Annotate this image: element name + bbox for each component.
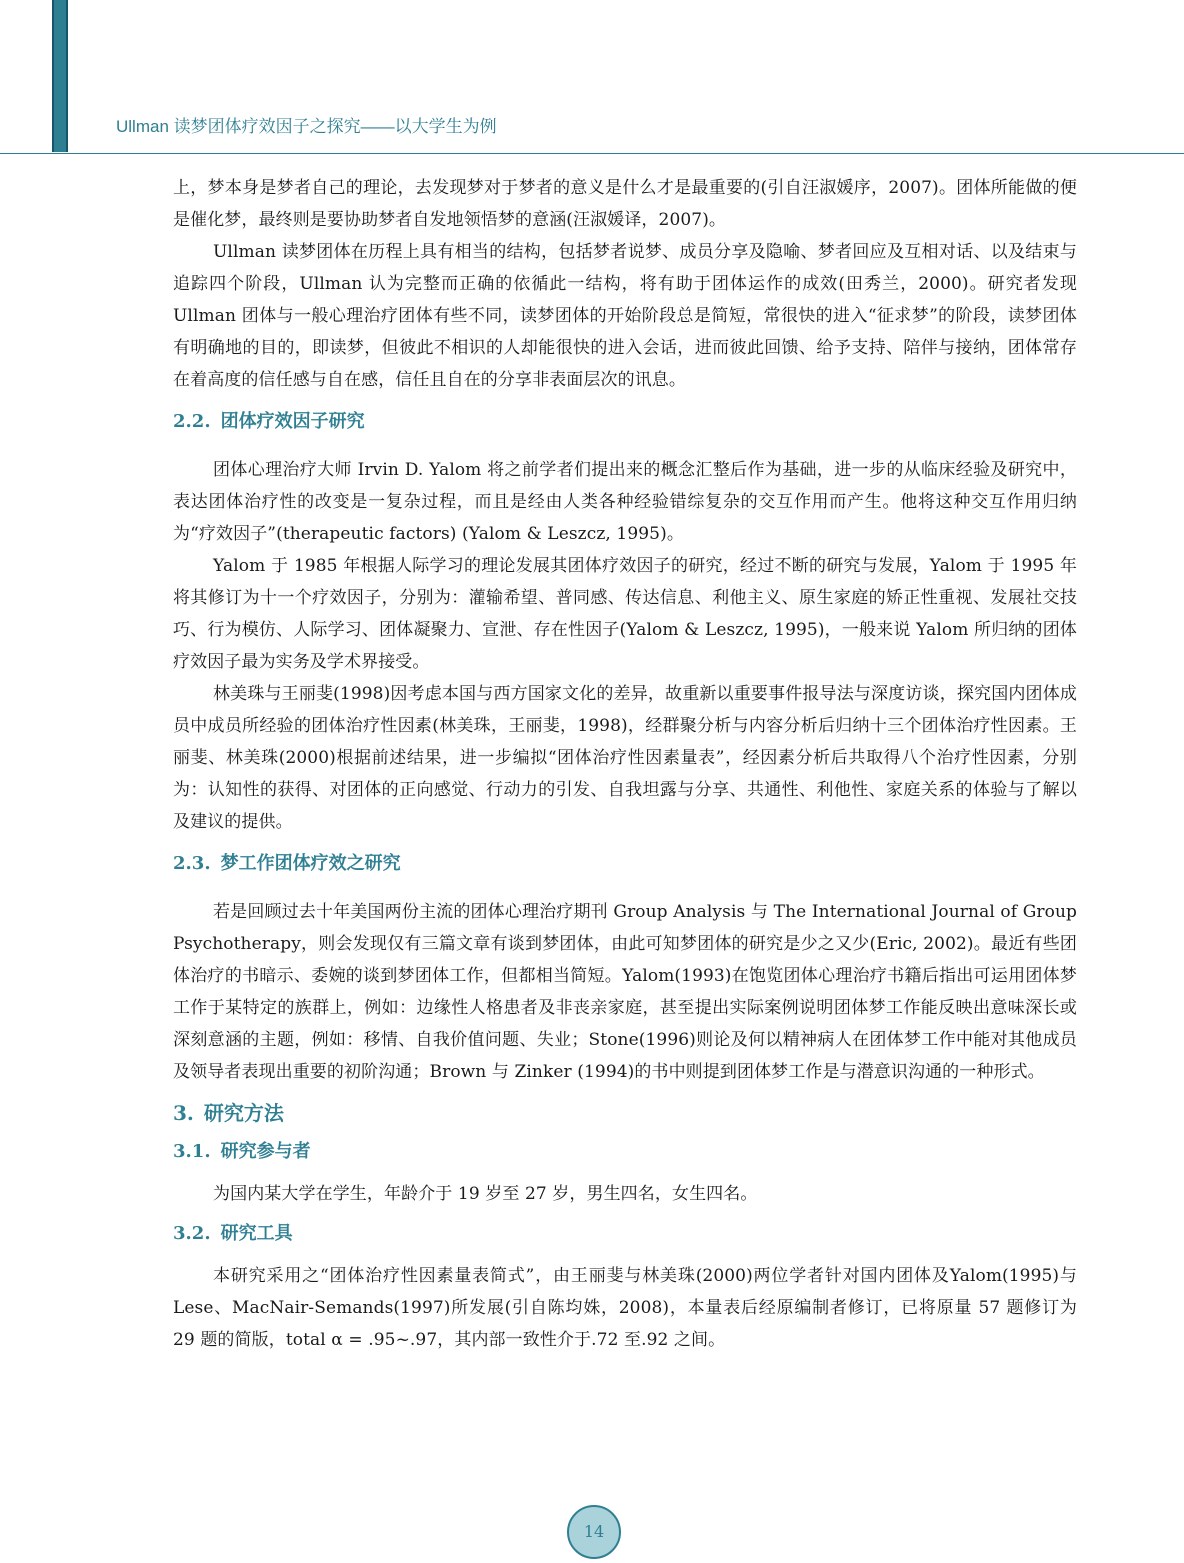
header-accent-bar: [52, 0, 68, 152]
section-title: 研究方法: [203, 1101, 284, 1125]
paragraph: Ullman 读梦团体在历程上具有相当的结构，包括梦者说梦、成员分享及隐喻、梦者回应及互相对话、以及结束与追踪四个阶段，Ullman 认为完整而正确的依循此一结构，将有助于团体运作的成效(田秀兰，2000)。研究者发现 Ullman 团体与一般心理治疗团体有些不同，读梦团体的开始阶段总是简短，常很快的进入“征求梦”的阶段，读梦团体有明确地的目的，即读梦，但彼此不相识的人却能很快的进入会话，进而彼此回馈、给予支持、陪伴与接纳，团体常存在着高度的信任感与自在感，信任且自在的分享非表面层次的讯息。: [173, 242, 1077, 390]
running-title: Ullman 读梦团体疗效因子之探究——以大学生为例: [116, 117, 497, 136]
section-title: 团体疗效因子研究: [220, 411, 365, 432]
paragraph: 为国内某大学在学生，年龄介于 19 岁至 27 岁，男生四名，女生四名。: [213, 1184, 758, 1204]
section-number: 3.: [173, 1101, 194, 1125]
section-number: 3.2.: [173, 1223, 211, 1244]
paragraph: Yalom 于 1985 年根据人际学习的理论发展其团体疗效因子的研究，经过不断的研究与发展，Yalom 于 1995 年将其修订为十一个疗效因子，分别为：灌输希望、普同感、传达信息、利他主义、原生家庭的矫正性重视、发展社交技巧、行为模仿、人际学习、团体凝聚力、宣泄、存在性因子(Yalom & Leszcz, 1995)，一般来说 Yalom 所归纳的团体疗效因子最为实务及学术界接受。: [173, 556, 1077, 672]
paragraph: 上，梦本身是梦者自己的理论，去发现梦对于梦者的意义是什么才是最重要的(引自汪淑媛序，2007)。团体所能做的便是催化梦，最终则是要协助梦者自发地领悟梦的意涵(汪淑媛译，2007)。: [173, 178, 1077, 230]
section-title: 研究参与者: [220, 1141, 311, 1162]
section-title: 梦工作团体疗效之研究: [220, 853, 401, 874]
header-divider: [0, 153, 1184, 154]
section-number: 2.3.: [173, 853, 211, 874]
paragraph: 若是回顾过去十年美国两份主流的团体心理治疗期刊 Group Analysis 与 The International Journal of Group Psychotherapy，则会发现仅有三篇文章有谈到梦团体，由此可知梦团体的研究是少之又少(Eric, 2002)。最近有些团体治疗的书暗示、委婉的谈到梦团体工作，但都相当简短。Yalom(1993)在饱览团体心理治疗书籍后指出可运用团体梦工作于某特定的族群上，例如：边缘性人格患者及非丧亲家庭，甚至提出实际案例说明团体梦工作能反映出意味深长或深刻意涵的主题，例如：移情、自我价值问题、失业；Stone(1996)则论及何以精神病人在团体梦工作中能对其他成员及领导者表现出重要的初阶沟通；Brown 与 Zinker (1994)的书中则提到团体梦工作是与潜意识沟通的一种形式。: [173, 902, 1077, 1082]
section-heading-3-2: [173, 1222, 1077, 1246]
section-number: 3.1.: [173, 1141, 211, 1162]
section-heading-2-3: [173, 852, 1077, 876]
section-title: 研究工具: [220, 1223, 293, 1244]
page-number: 14: [567, 1505, 621, 1559]
paragraph: 团体心理治疗大师 Irvin D. Yalom 将之前学者们提出来的概念汇整后作为基础，进一步的从临床经验及研究中，表达团体治疗性的改变是一复杂过程，而且是经由人类各种经验错综复杂的交互作用而产生。他将这种交互作用归纳为“疗效因子”(therapeutic factors) (Yalom & Leszcz, 1995)。: [173, 460, 1077, 544]
section-heading-3-1: [173, 1140, 1077, 1164]
paragraph: 林美珠与王丽斐(1998)因考虑本国与西方国家文化的差异，故重新以重要事件报导法与深度访谈，探究国内团体成员中成员所经验的团体治疗性因素(林美珠，王丽斐，1998)，经群聚分析与内容分析后归纳十三个团体治疗性因素。王丽斐、林美珠(2000)根据前述结果，进一步编拟“团体治疗性因素量表”，经因素分析后共取得八个治疗性因素，分别为：认知性的获得、对团体的正向感觉、行动力的引发、自我坦露与分享、共通性、利他性、家庭关系的体验与了解以及建议的提供。: [173, 684, 1077, 832]
section-heading-2-2: [173, 410, 1077, 434]
paragraph: 本研究采用之“团体治疗性因素量表简式”，由王丽斐与林美珠(2000)两位学者针对国内团体及Yalom(1995)与 Lese、MacNair-Semands(1997)所发展(引自陈均姝，2008)，本量表后经原编制者修订，已将原量 57 题修订为 29 题的简版，total α = .95~.97，其内部一致性介于.72 至.92 之间。: [173, 1266, 1077, 1350]
section-heading-3: [173, 1100, 1077, 1126]
section-number: 2.2.: [173, 411, 211, 432]
article-body: [173, 172, 1077, 1356]
